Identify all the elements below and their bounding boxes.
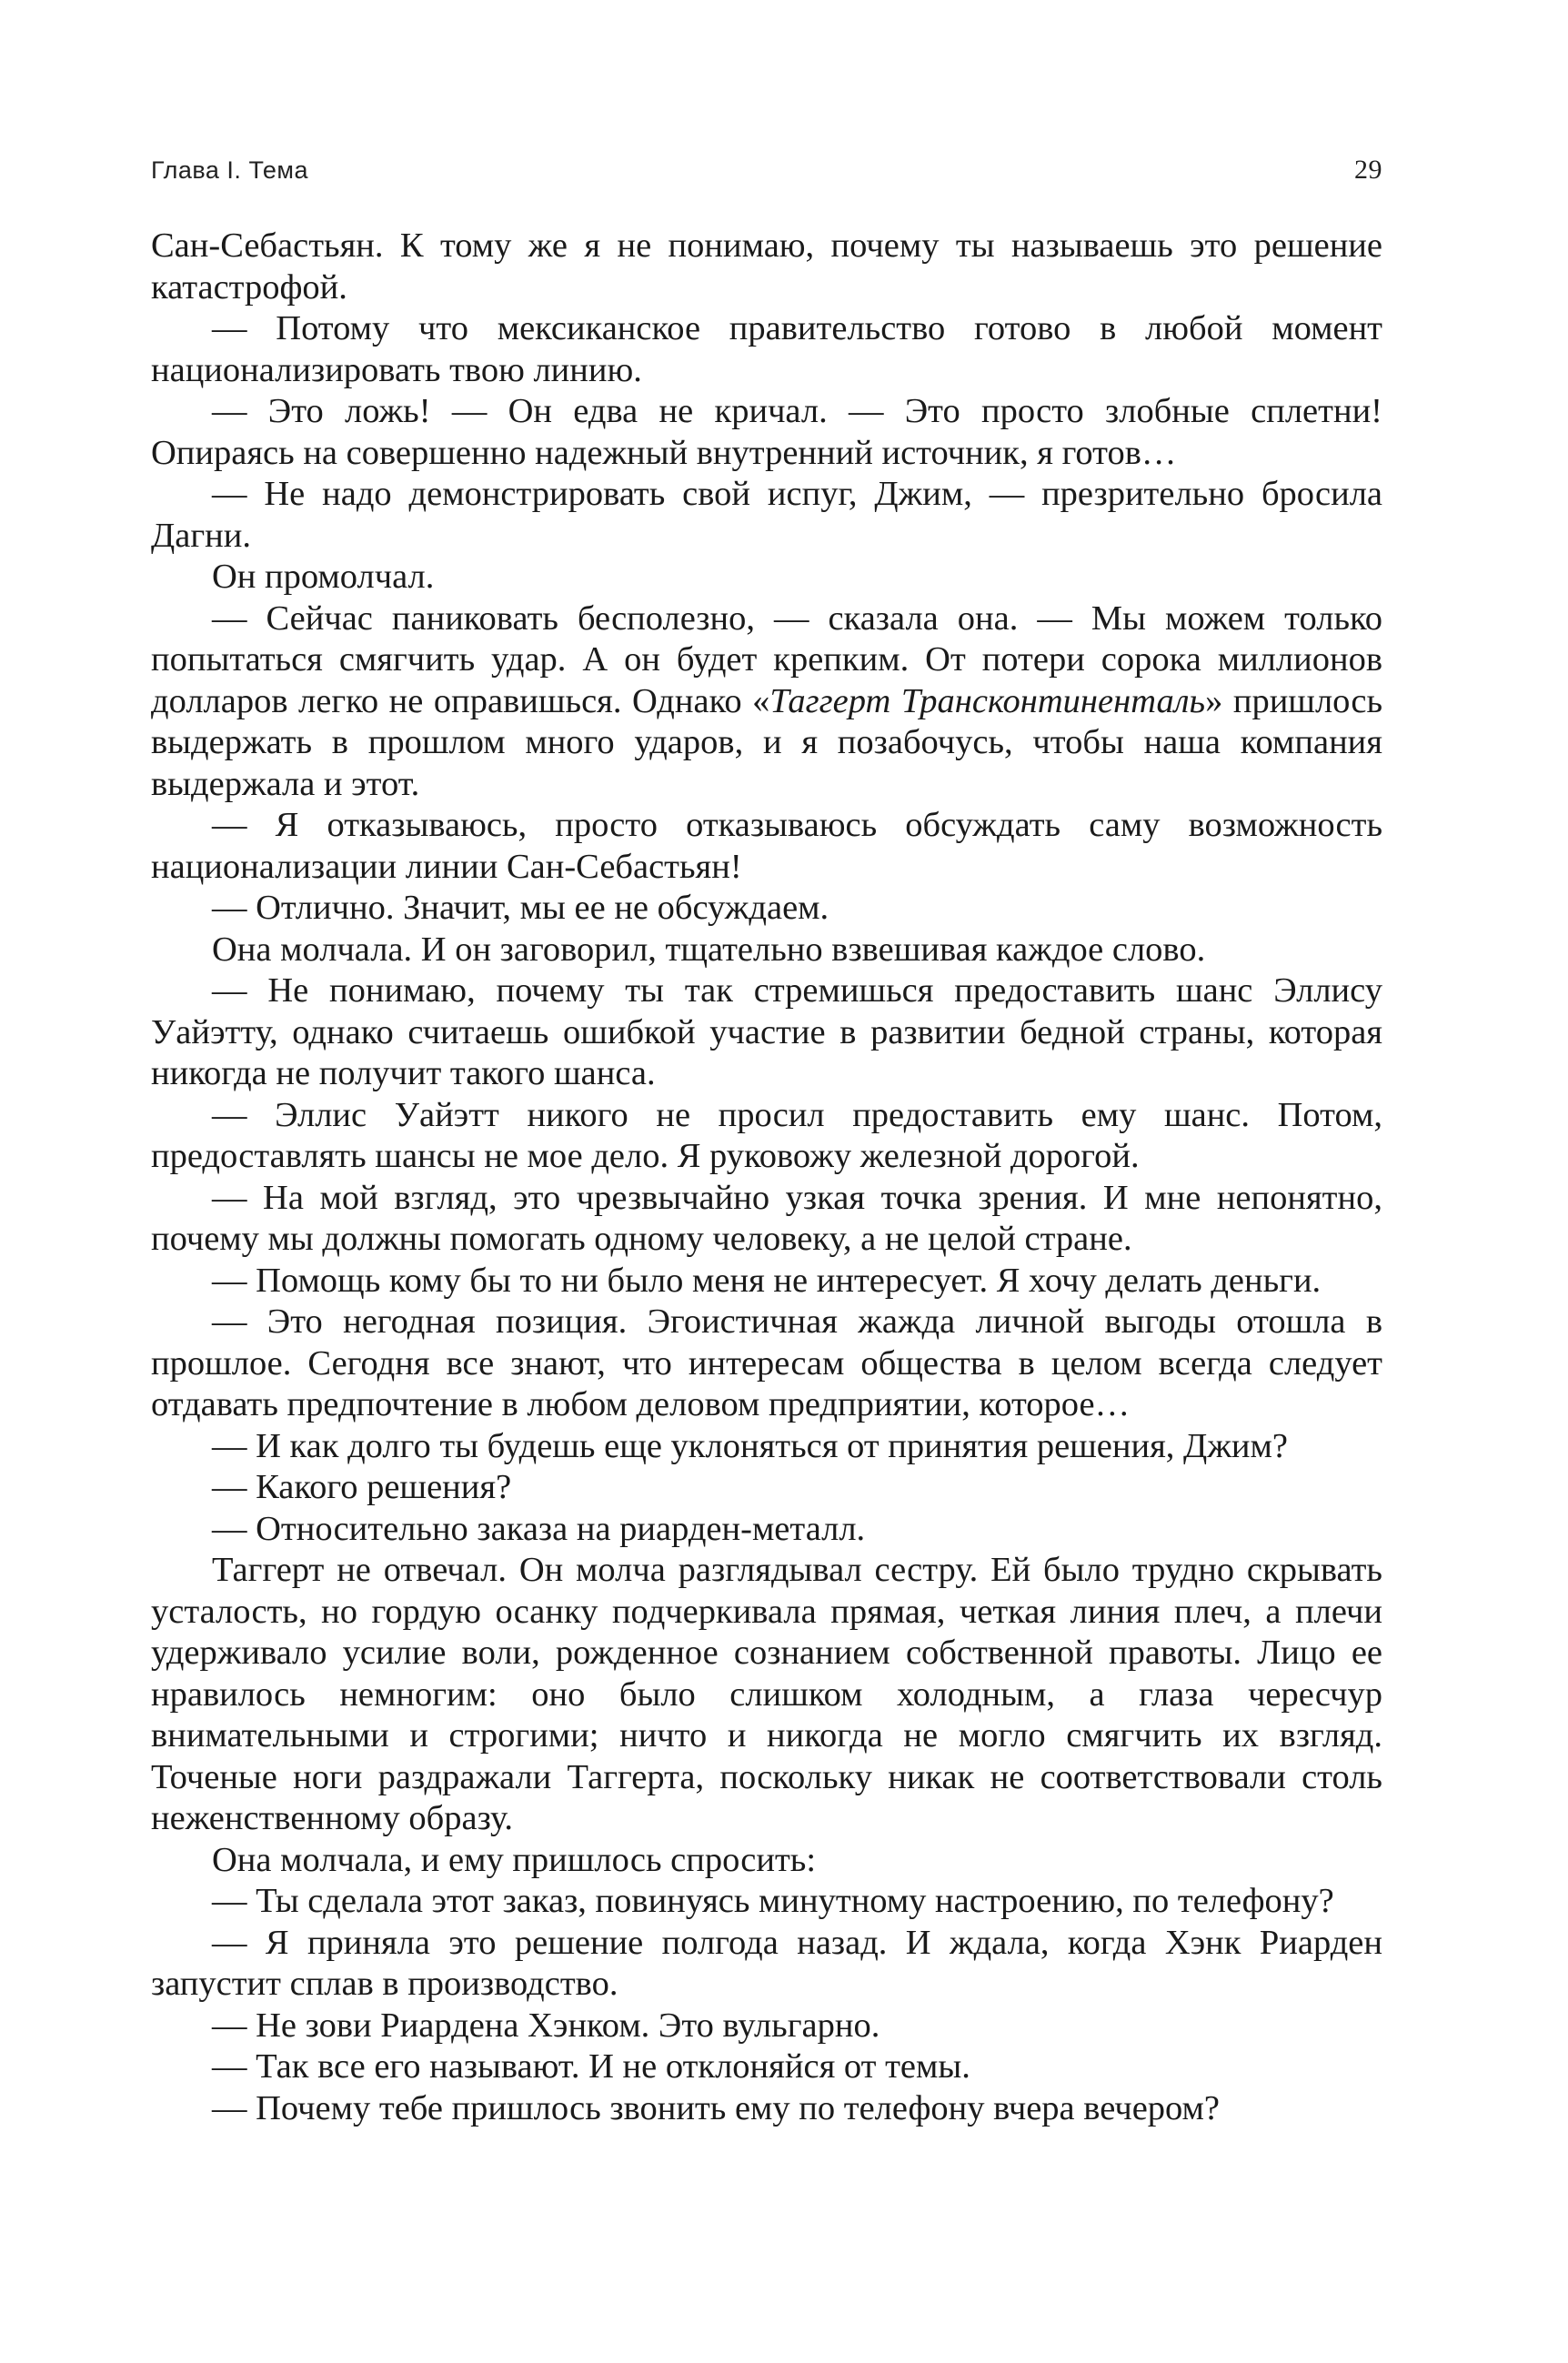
paragraph: — Так все его называют. И не отклоняйся от темы.	[212, 2047, 970, 2086]
paragraph: — Почему тебе пришлось звонить ему по телефону вчера вечером?	[212, 2088, 1221, 2127]
paragraph: Он промолчал.	[212, 558, 435, 596]
paragraph: Сан-Себастьян. К тому же я не понимаю, почему ты называешь это решение катастрофой.	[151, 226, 1382, 307]
paragraph: — Я приняла это решение полгода назад. И ждала, когда Хэнк Риарден запустит сплав в производство.	[151, 1923, 1382, 2003]
page-number: 29	[1354, 155, 1382, 185]
company-name-italic: Таггерт Трансконтиненталь	[769, 681, 1206, 720]
paragraph: — Не надо демонстрировать свой испуг, Джим, — презрительно бросила Дагни.	[151, 475, 1382, 555]
paragraph: — Это ложь! — Он едва не кричал. — Это просто злобные сплетни! Опираясь на совершенно надежный внутренний источник, я готов…	[151, 392, 1382, 472]
paragraph: — Не понимаю, почему ты так стремишься предоставить шанс Эллису Уайэтту, однако считаешь ошибкой участие в развитии бедной страны, которая никогда не получит такого шанса.	[151, 971, 1382, 1092]
paragraph: — Помощь кому бы то ни было меня не интересует. Я хочу делать деньги.	[212, 1261, 1322, 1300]
running-head	[151, 151, 1382, 191]
paragraph-text: » пришлось выдержать в прошлом много ударов, и я позабочусь, чтобы наша компания выдержала и этот.	[151, 681, 1383, 803]
paragraph: — Это негодная позиция. Эгоистичная жажда личной выгоды отошла в прошлое. Сегодня все знают, что интересам общества в целом всегда следует отдавать предпочтение в любом деловом предприятии, которое…	[151, 1302, 1382, 1423]
paragraph: — Не зови Риардена Хэнком. Это вульгарно.	[212, 2006, 880, 2045]
chapter-title: Глава I. Тема	[151, 156, 309, 184]
paragraph: Она молчала, и ему пришлось спросить:	[212, 1840, 817, 1879]
paragraph	[151, 598, 1382, 806]
paragraph: Таггерт не отвечал. Он молча разглядывал сестру. Ей было трудно скрывать усталость, но гордую осанку подчеркивала прямая, четкая линия плеч, а плечи удерживало усилие воли, рожденное сознанием собственной правоты. Лицо ее нравилось немногим: оно было слишком холодным, а глаза чересчур внимательными и строгими; ничто и никогда не могло смягчить их взгляд. Точеные ноги раздражали Таггерта, поскольку никак не соответствовали столь неженственному образу.	[151, 1551, 1382, 1837]
paragraph: Она молчала. И он заговорил, тщательно взвешивая каждое слово.	[212, 930, 1206, 969]
paragraph: — Ты сделала этот заказ, повинуясь минутному настроению, по телефону?	[212, 1882, 1334, 1920]
paragraph: — И как долго ты будешь еще уклоняться от принятия решения, Джим?	[212, 1426, 1288, 1465]
paragraph: — Я отказываюсь, просто отказываюсь обсуждать саму возможность национализации линии Сан-Себастьян!	[151, 806, 1382, 886]
paragraph: — Отлично. Значит, мы ее не обсуждаем.	[212, 889, 829, 927]
paragraph: — Относительно заказа на риарден-металл.	[212, 1509, 866, 1548]
paragraph: — Какого решения?	[212, 1468, 512, 1506]
paragraph: — На мой взгляд, это чрезвычайно узкая точка зрения. И мне непонятно, почему мы должны помогать одному человеку, а не целой стране.	[151, 1178, 1382, 1258]
paragraph: — Эллис Уайэтт никого не просил предоставить ему шанс. Потом, предоставлять шансы не мое дело. Я руковожу железной дорогой.	[151, 1095, 1382, 1175]
paragraph-text: — Сейчас паниковать бесполезно, — сказала она. — Мы можем только попытаться смягчить удар. А он будет крепким. От потери сорока миллионов долларов легко не оправишься. Однако «	[151, 598, 1382, 720]
body-text	[151, 226, 1382, 2129]
paragraph: — Потому что мексиканское правительство готово в любой момент национализировать твою линию.	[151, 309, 1382, 389]
